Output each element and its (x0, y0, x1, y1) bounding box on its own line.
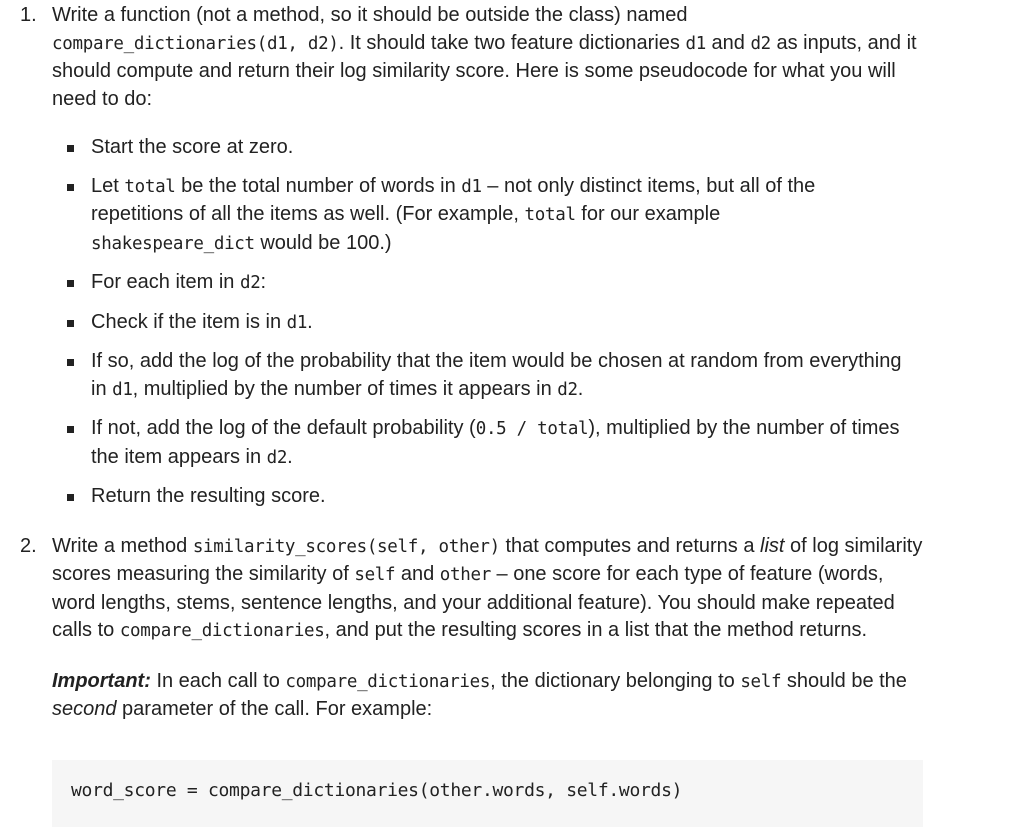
item1-text: . It should take two feature dictionaries (338, 31, 686, 54)
item2-text: of log similarity scores measuring the similarity of (52, 534, 923, 585)
bullet-text: Check if the item is in (91, 310, 287, 333)
item1-lead: Write a function (not a method, so it should be outside the class) named (52, 4, 688, 26)
code-example: word_score = compare_dictionaries(other.words, self.words) (71, 780, 683, 801)
bullet-text: Return the resulting score. (91, 485, 326, 507)
bullet-text: ), multiplied by the number of times the item appears in (91, 417, 900, 468)
important-text: should be the (781, 669, 907, 692)
bullet-text: be the total number of words in (175, 174, 462, 197)
method-signature: similarity_scores(self, other) (192, 536, 500, 557)
bullet-text: . (307, 310, 313, 333)
bullet-item (0, 483, 911, 511)
item2-text: , and put the resulting scores in a list that the method returns. (324, 619, 868, 641)
important-text: In each call to (150, 669, 286, 692)
bullet-icon (67, 320, 74, 327)
code-self: self (740, 671, 782, 692)
item2-text: and (395, 563, 440, 585)
item-number: 2. (20, 534, 37, 557)
bullet-text: Let (91, 174, 125, 197)
item1-text: and (705, 31, 751, 54)
code-shakespeare-dict: shakespeare_dict (91, 233, 255, 254)
bullet-text: for our example (575, 203, 721, 225)
bullet-icon (67, 494, 74, 501)
important-note (52, 668, 932, 724)
bullet-text: would be 100.) (254, 231, 392, 254)
code-other: other (439, 565, 491, 585)
bullet-item (0, 348, 911, 404)
important-label: Important: (52, 669, 151, 692)
important-text: parameter of the call. For example: (116, 698, 433, 720)
code-d2: d2 (239, 273, 261, 293)
bullet-icon (67, 280, 74, 287)
bullet-text: If not, add the log of the default probability ( (91, 417, 476, 439)
list-item-2 (0, 533, 932, 724)
bullet-text: . (577, 377, 584, 400)
bullet-text: Start the score at zero. (91, 136, 294, 158)
code-d2: d2 (750, 33, 771, 54)
item2-text: Write a method (52, 534, 193, 557)
bullet-text: . (287, 445, 293, 468)
bullet-icon (67, 426, 74, 433)
bullet-text: , multiplied by the number of times it appears in (132, 377, 558, 400)
bullet-text: : (260, 271, 266, 293)
bullet-item (0, 173, 911, 259)
code-total: total (124, 176, 176, 197)
bullet-item (0, 415, 911, 472)
item2-text: that computes and returns a (499, 534, 761, 557)
bullet-icon (67, 184, 74, 191)
list-item-1 (0, 2, 932, 113)
code-total: total (524, 205, 576, 225)
pseudocode-list (0, 134, 1024, 511)
bullet-text: For each item in (91, 271, 240, 293)
item1-text: as inputs, and it should compute and return their log similarity score. Here is some pseudocode for what you will need to do: (52, 31, 917, 110)
code-default-probability: 0.5 / total (475, 419, 589, 439)
important-emphasis: second (52, 698, 117, 720)
bullet-item (0, 134, 911, 162)
code-self: self (354, 565, 396, 585)
item-number: 1. (20, 4, 37, 26)
code-compare-dictionaries: compare_dictionaries (119, 621, 325, 641)
important-text: , the dictionary belonging to (490, 669, 741, 692)
bullet-icon (67, 145, 74, 152)
code-compare-dictionaries: compare_dictionaries (285, 671, 491, 692)
code-d1: d1 (286, 312, 308, 333)
code-d1: d1 (461, 176, 482, 197)
bullet-item (0, 309, 911, 338)
function-signature: compare_dictionaries(d1, d2) (52, 33, 339, 54)
item2-text: – one score for each type of feature (words, word lengths, stems, sentence lengths, and your additional feature). You should make repeated calls to (52, 563, 895, 641)
assignment-document (0, 2, 1024, 724)
item2-emphasis: list (760, 534, 785, 557)
code-d2: d2 (557, 379, 578, 400)
bullet-item (0, 269, 911, 298)
bullet-text: – not only distinct items, but all of the repetitions of all the items as well. (For example, (91, 174, 816, 225)
code-d1: d1 (112, 379, 133, 400)
code-block (52, 760, 923, 827)
bullet-text: If so, add the log of the probability that the item would be chosen at random from everything in (91, 350, 902, 400)
code-d2: d2 (266, 447, 288, 468)
code-d1: d1 (685, 33, 706, 54)
bullet-icon (67, 359, 74, 366)
